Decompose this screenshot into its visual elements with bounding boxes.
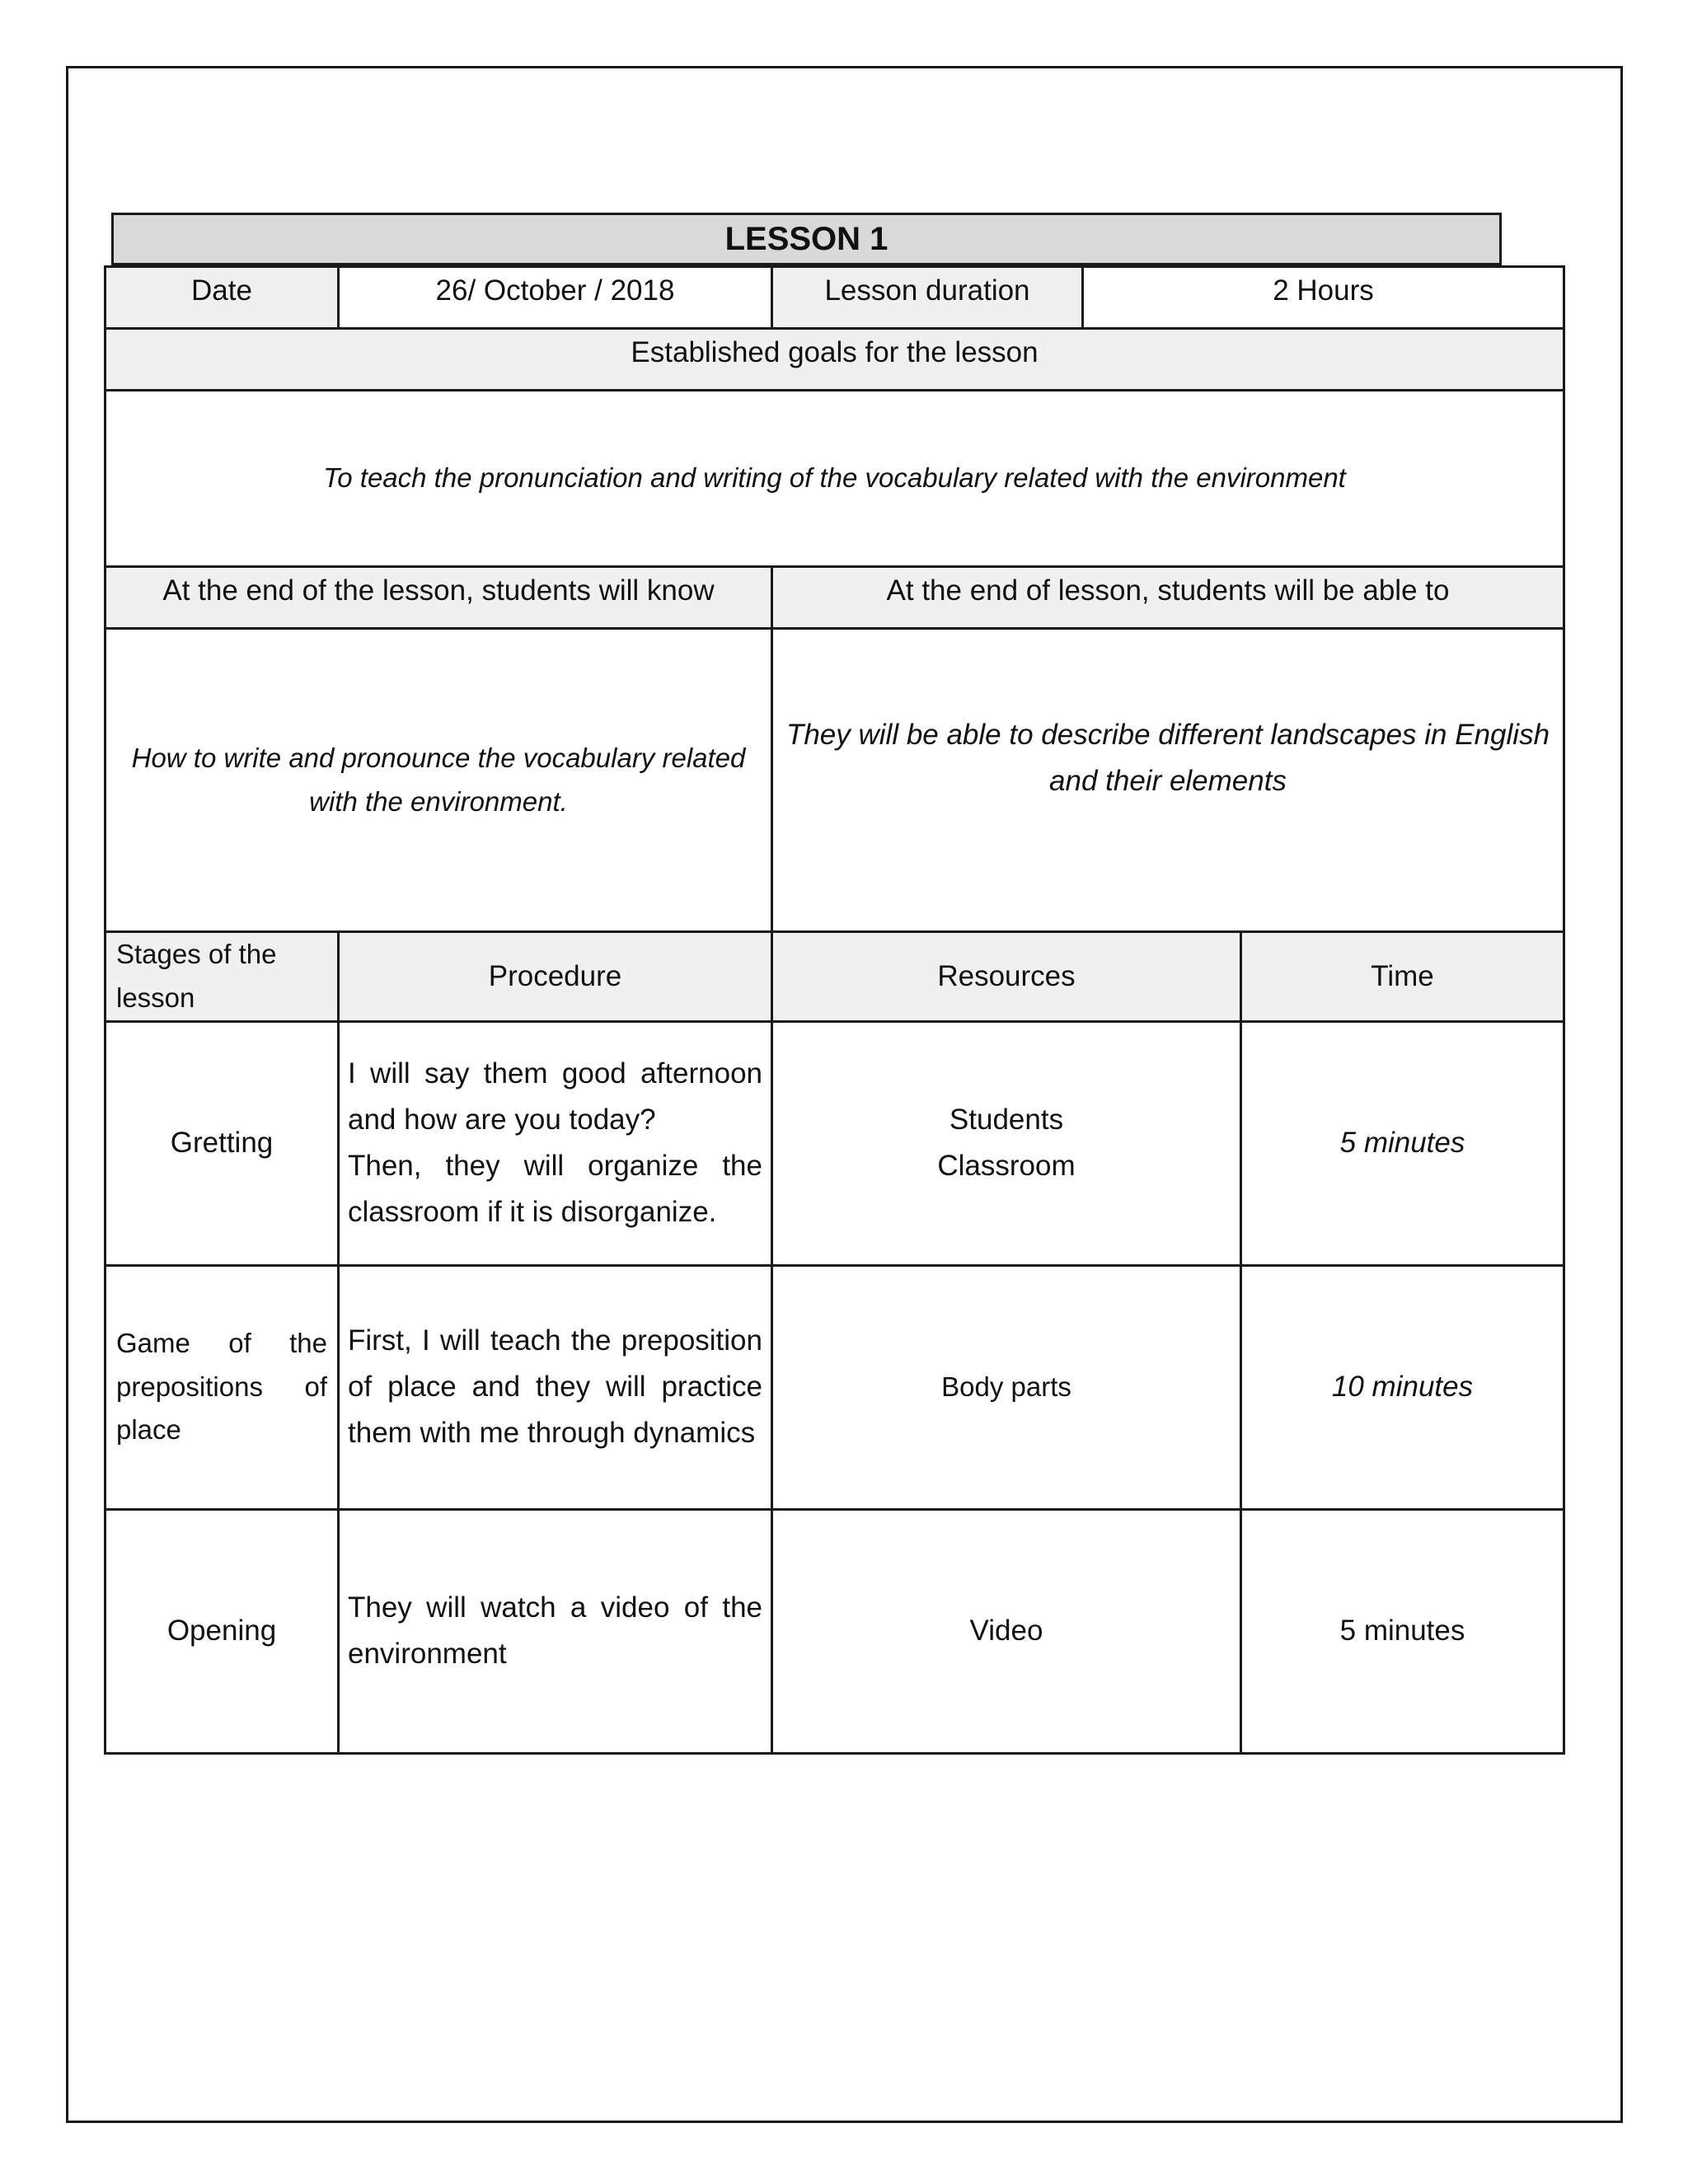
lesson-title: LESSON 1 xyxy=(111,213,1502,265)
header-row xyxy=(106,267,1564,329)
time-cell: 5 minutes xyxy=(1241,1509,1564,1753)
lesson-plan-table xyxy=(104,265,1565,1755)
time-cell: 5 minutes xyxy=(1241,1021,1564,1265)
date-label: Date xyxy=(106,267,339,329)
stage-cell: Gretting xyxy=(106,1021,339,1265)
goals-text: To teach the pronunciation and writing of the vocabulary related with the environment xyxy=(106,391,1564,567)
outcomes-heading-row xyxy=(106,567,1564,629)
resource-cell xyxy=(772,1021,1241,1265)
duration-label: Lesson duration xyxy=(772,267,1083,329)
stage-cell: Game of the prepositions of place xyxy=(106,1265,339,1509)
resources-header: Resources xyxy=(772,932,1241,1022)
date-value: 26/ October / 2018 xyxy=(339,267,772,329)
procedure-header: Procedure xyxy=(339,932,772,1022)
table-row xyxy=(106,1021,1564,1265)
able-heading: At the end of lesson, students will be able to xyxy=(772,567,1564,629)
stages-header: Stages of the lesson xyxy=(106,932,339,1022)
table-row xyxy=(106,1509,1564,1753)
resource-cell: Body parts xyxy=(772,1265,1241,1509)
goals-text-row xyxy=(106,391,1564,567)
resource-line: Classroom xyxy=(937,1150,1076,1183)
outcomes-text-row xyxy=(106,629,1564,932)
resource-line: Students xyxy=(949,1104,1064,1137)
stages-header-row xyxy=(106,932,1564,1022)
procedure-cell: They will watch a video of the environment xyxy=(339,1509,772,1753)
time-cell: 10 minutes xyxy=(1241,1265,1564,1509)
procedure-cell xyxy=(339,1021,772,1265)
procedure-line: I will say them good afternoon and how are you today? xyxy=(348,1057,762,1137)
know-heading: At the end of the lesson, students will know xyxy=(106,567,772,629)
goals-heading-row xyxy=(106,329,1564,391)
able-text: They will be able to describe different landscapes in English and their elements xyxy=(772,629,1564,932)
table-row xyxy=(106,1265,1564,1509)
procedure-cell: First, I will teach the preposition of place and they will practice them with me through dynamics xyxy=(339,1265,772,1509)
resource-cell: Video xyxy=(772,1509,1241,1753)
procedure-line: Then, they will organize the classroom if it is disorganize. xyxy=(348,1150,762,1229)
stage-cell: Opening xyxy=(106,1509,339,1753)
goals-heading: Established goals for the lesson xyxy=(106,329,1564,391)
duration-value: 2 Hours xyxy=(1083,267,1564,329)
know-text: How to write and pronounce the vocabulary related with the environment. xyxy=(106,629,772,932)
time-header: Time xyxy=(1241,932,1564,1022)
